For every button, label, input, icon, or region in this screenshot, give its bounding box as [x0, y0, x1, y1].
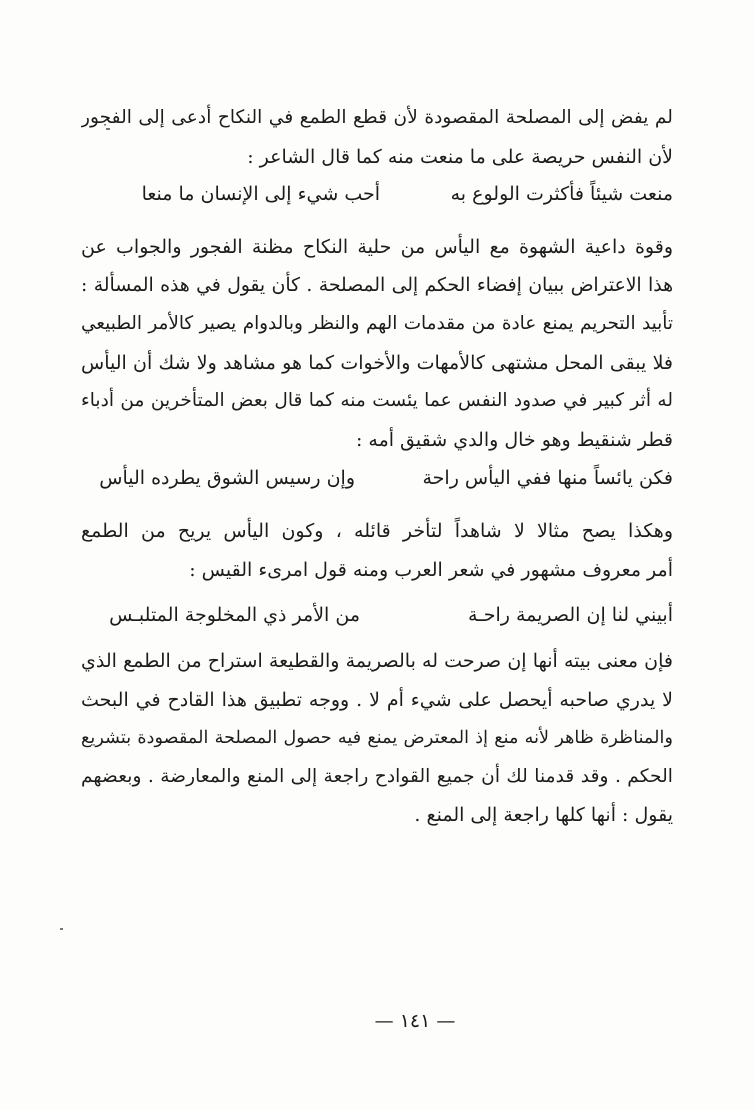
paragraph-1	[81, 99, 673, 176]
verse-2	[0, 459, 755, 497]
text-line: هذا الاعتراض ببيان إفضاء الحكم إلى المصلحة . كأن يقول في هذه المسألة :	[81, 274, 673, 296]
text-line: والمناظرة ظاهر لأنه منع إذ المعترض يمنع فيه حصول المصلحة المقصودة بتشريع	[81, 728, 673, 748]
page-number: — ١٤١ —	[374, 1010, 456, 1032]
text-line: فإن معنى بيته أنها إن صرحت له بالصريمة والقطيعة استراح من الطمع الذي	[81, 650, 673, 672]
text-line: قطر شنقيط وهو خال والدي شقيق أمه :	[355, 428, 673, 451]
text-line: فلا يبقى المحل مشتهى كالأمهات والأخوات كما هو مشاهد ولا شك أن اليأس	[81, 351, 673, 374]
text-line: له أثر كبير في صدود النفس عما يئست منه كما قال بعض المتأخرين من أدباء	[81, 390, 673, 411]
text-line: وهكذا يصح مثالا لا شاهداً لتأخر قائله ، وكون اليأس يريح من الطمع	[81, 520, 673, 542]
text-line: وقوة داعية الشهوة مع اليأس من حلية النكاح مظنة الفجور والجواب عن	[81, 236, 673, 258]
text-line: الحكم . وقد قدمنا لك أن جميع القوادح راجعة إلى المنع والمعارضة . وبعضهم	[81, 765, 673, 787]
paragraph-3	[81, 512, 673, 589]
verse-second-half: وإن رسيس الشوق يطرده اليأس	[99, 467, 355, 489]
verse-first-half: فكن يائساً منها ففي اليأس راحة	[422, 467, 673, 489]
text-line: أمر معروف مشهور في شعر العرب ومنه قول امرىء القيس :	[189, 558, 673, 581]
verse-first-half: منعت شيئاً فأكثرت الولوع به	[450, 183, 673, 205]
paragraph-4	[81, 642, 673, 835]
verse-first-half: أبيني لنا إن الصريمة راحـة	[467, 604, 673, 626]
text-line: لأن النفس حريصة على ما منعت منه كما قال الشاعر :	[247, 145, 673, 168]
verse-second-half: أحب شيء إلى الإنسان ما منعا	[141, 183, 380, 205]
verse-1	[0, 175, 755, 213]
text-line: لا يدري صاحبه أيحصل على شيء أم لا . ووجه تطبيق هذا القادح في البحث	[81, 688, 673, 711]
verse-second-half: من الأمر ذي المخلوجة المتلبـس	[109, 604, 360, 626]
text-line: تأبيد التحريم يمنع عادة من مقدمات الهم والنظر وبالدوام يصير كالأمر الطبيعي	[81, 313, 673, 334]
paragraph-2	[81, 228, 673, 459]
scan-speck	[60, 928, 63, 930]
text-line: لم يفض إلى المصلحة المقصودة لأن قطع الطمع في النكاح أدعى إلى الفجور	[81, 107, 673, 128]
text-line: يقول : أنها كلها راجعة إلى المنع .	[414, 804, 673, 826]
verse-3	[0, 596, 755, 634]
